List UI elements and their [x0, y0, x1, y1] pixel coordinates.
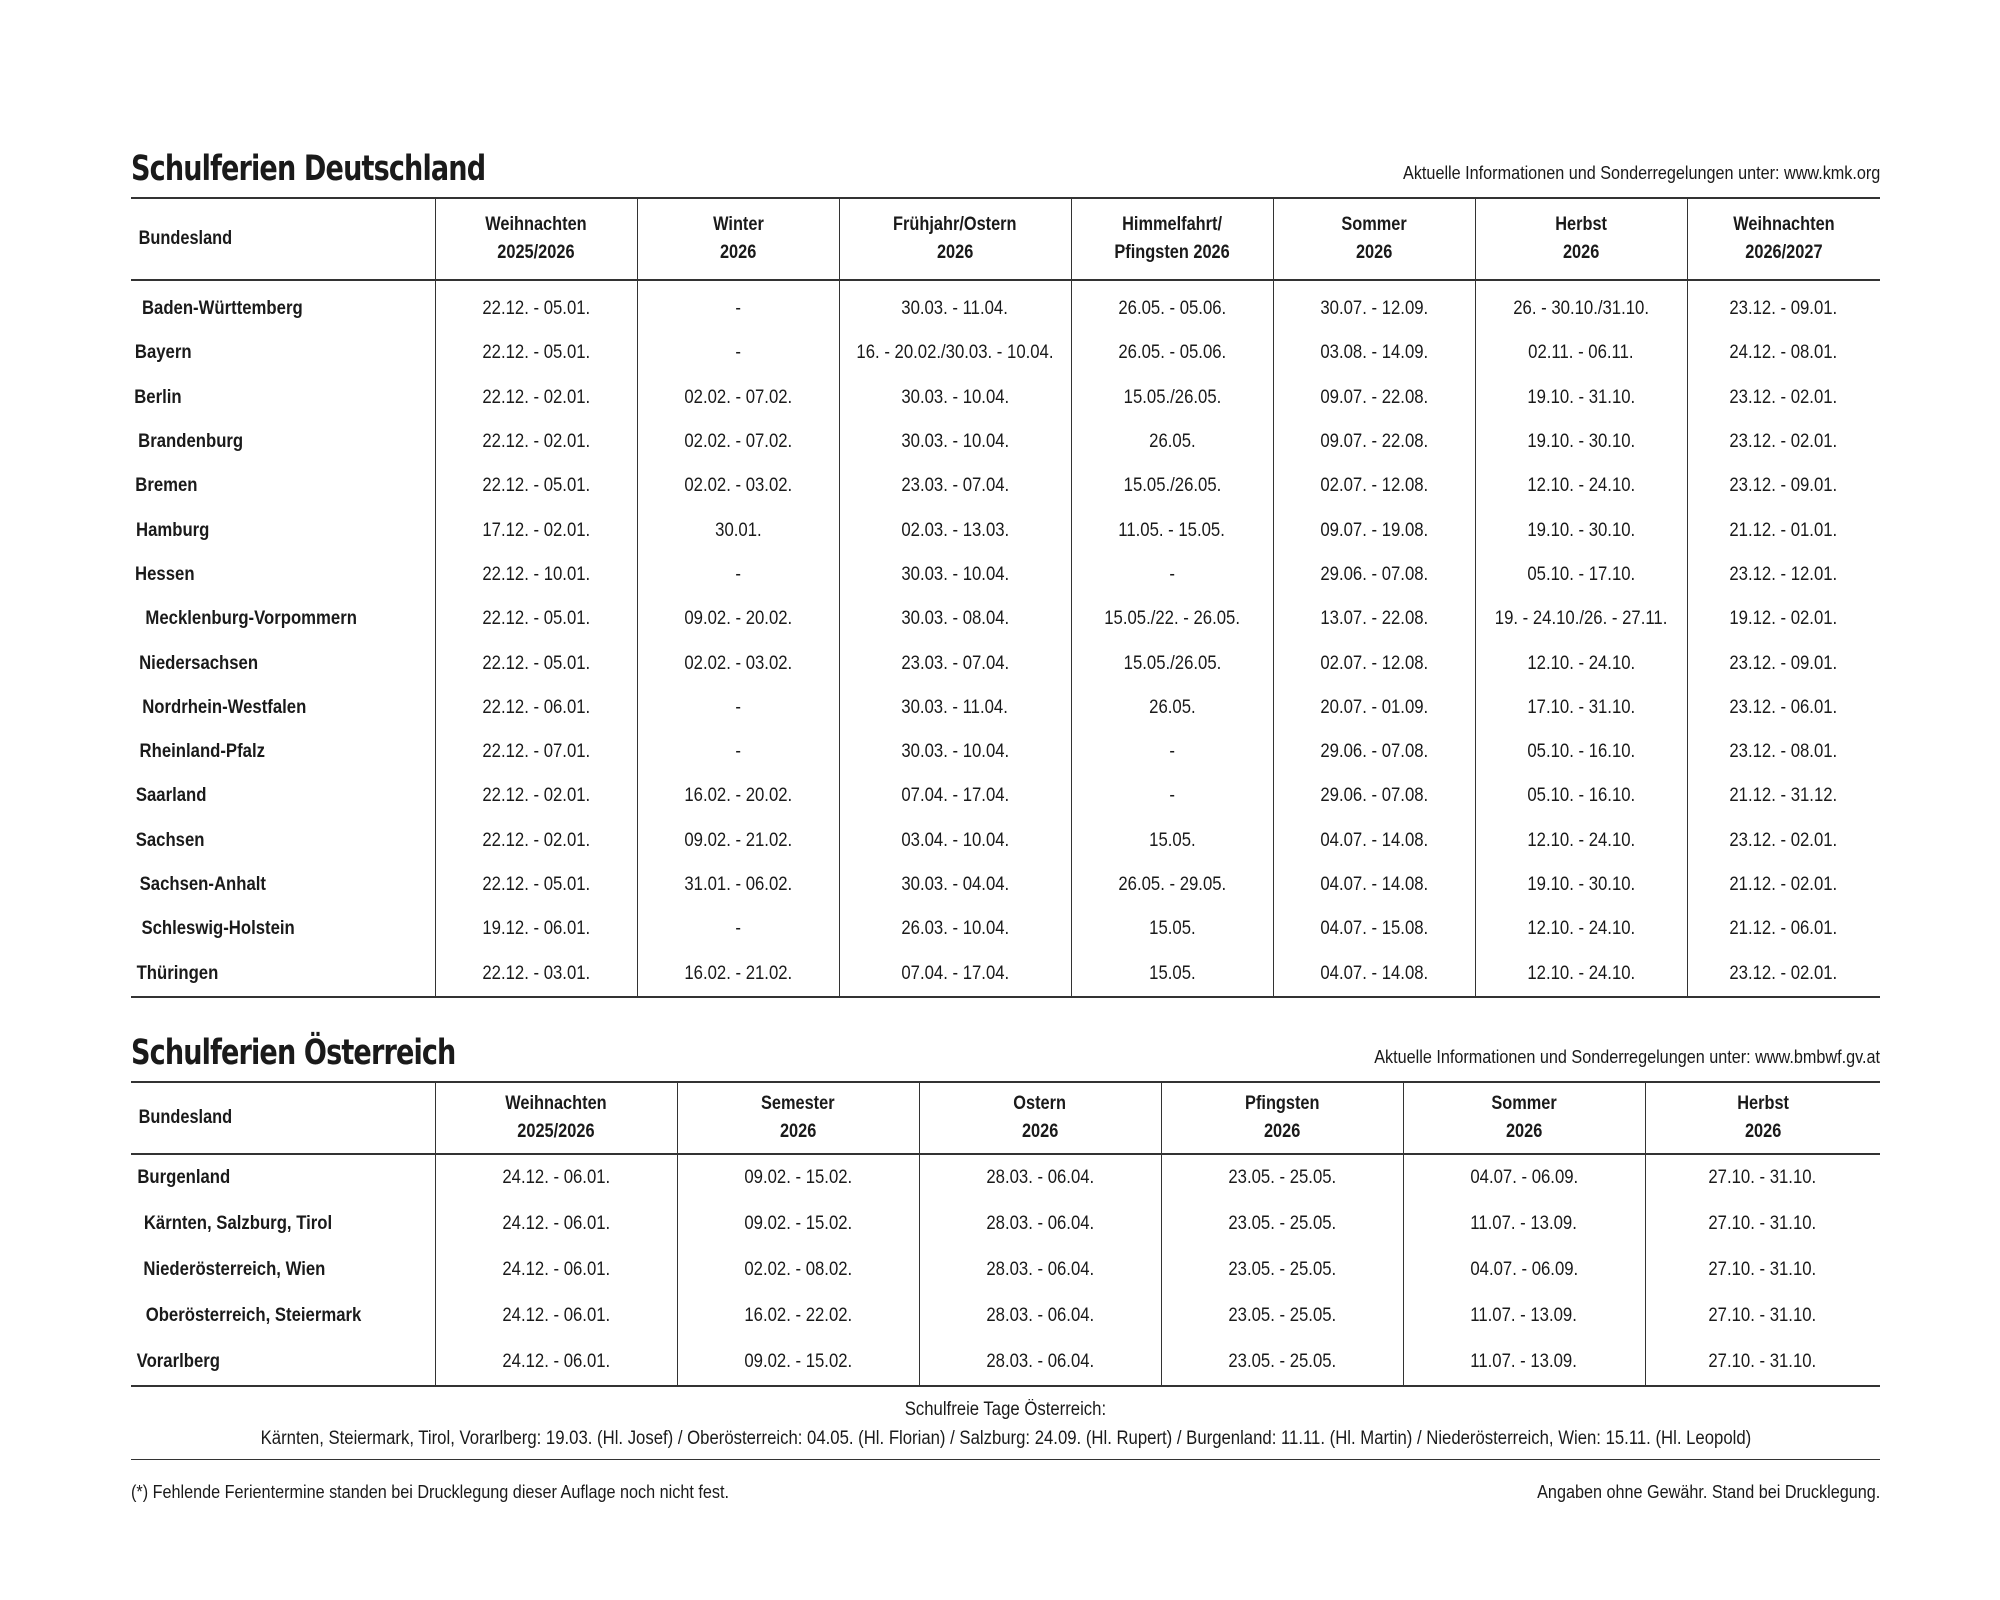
date-cell: 11.07. - 13.09.: [1403, 1201, 1645, 1247]
state-name-cell: Hessen: [135, 563, 195, 585]
table-row: [131, 1339, 1880, 1386]
germany-column-header: Weihnachten 2026/2027: [1687, 198, 1880, 280]
austria-column-header: Semester 2026: [677, 1082, 919, 1154]
date-cell: 15.05.: [1071, 907, 1273, 951]
date-cell: 03.08. - 14.09.: [1273, 331, 1475, 375]
page: [131, 149, 1880, 1503]
germany-column-header: Winter 2026: [637, 198, 839, 280]
table-row: [131, 730, 1880, 774]
state-name-cell: Brandenburg: [138, 431, 244, 453]
germany-column-header: Himmelfahrt/ Pfingsten 2026: [1071, 198, 1273, 280]
date-cell: 30.03. - 10.04.: [839, 376, 1071, 420]
date-cell: 02.02. - 03.02.: [637, 464, 839, 508]
date-cell: 16. - 20.02./30.03. - 10.04.: [839, 331, 1071, 375]
note-title: Schulfreie Tage Österreich:: [904, 1398, 1107, 1420]
date-cell: 07.04. - 17.04.: [839, 774, 1071, 818]
date-cell: 15.05./26.05.: [1071, 464, 1273, 508]
date-cell: 27.10. - 31.10.: [1645, 1201, 1880, 1247]
date-cell: -: [1071, 774, 1273, 818]
date-cell: 19.12. - 02.01.: [1687, 597, 1880, 641]
table-row: [131, 1293, 1880, 1339]
table-row: [131, 1247, 1880, 1293]
state-name-cell: Kärnten, Salzburg, Tirol: [143, 1212, 333, 1234]
austria-column-header: Herbst 2026: [1645, 1082, 1880, 1154]
state-name-cell: Vorarlberg: [136, 1350, 221, 1372]
date-cell: 09.02. - 15.02.: [677, 1154, 919, 1201]
austria-table-body: [131, 1154, 1880, 1386]
date-cell: 29.06. - 07.08.: [1273, 553, 1475, 597]
germany-column-header: Frühjahr/Ostern 2026: [839, 198, 1071, 280]
date-cell: 22.12. - 02.01.: [435, 376, 637, 420]
date-cell: 11.07. - 13.09.: [1403, 1293, 1645, 1339]
date-cell: 22.12. - 05.01.: [435, 863, 637, 907]
date-cell: 12.10. - 24.10.: [1475, 641, 1687, 685]
date-cell: 19.10. - 30.10.: [1475, 863, 1687, 907]
date-cell: 23.12. - 02.01.: [1687, 951, 1880, 996]
date-cell: 23.12. - 02.01.: [1687, 376, 1880, 420]
date-cell: 05.10. - 16.10.: [1475, 774, 1687, 818]
table-row: [131, 686, 1880, 730]
date-cell: 04.07. - 06.09.: [1403, 1154, 1645, 1201]
date-cell: 02.02. - 07.02.: [637, 376, 839, 420]
date-cell: 23.05. - 25.05.: [1161, 1154, 1403, 1201]
date-cell: 23.12. - 02.01.: [1687, 819, 1880, 863]
date-cell: 23.05. - 25.05.: [1161, 1247, 1403, 1293]
date-cell: 21.12. - 01.01.: [1687, 508, 1880, 552]
date-cell: 09.02. - 21.02.: [637, 819, 839, 863]
date-cell: -: [637, 907, 839, 951]
austria-header-row: [131, 1082, 1880, 1154]
date-cell: 23.12. - 09.01.: [1687, 280, 1880, 331]
state-name-cell: Baden-Württemberg: [141, 298, 303, 320]
germany-header-row: [131, 198, 1880, 280]
date-cell: -: [637, 686, 839, 730]
date-cell: 28.03. - 06.04.: [919, 1339, 1161, 1386]
date-cell: 22.12. - 03.01.: [435, 951, 637, 996]
date-cell: 27.10. - 31.10.: [1645, 1339, 1880, 1386]
date-cell: 24.12. - 06.01.: [435, 1293, 677, 1339]
date-cell: 21.12. - 02.01.: [1687, 863, 1880, 907]
date-cell: 12.10. - 24.10.: [1475, 907, 1687, 951]
date-cell: 27.10. - 31.10.: [1645, 1293, 1880, 1339]
austria-header: [131, 1032, 1880, 1073]
austria-column-header: Ostern 2026: [919, 1082, 1161, 1154]
date-cell: 28.03. - 06.04.: [919, 1201, 1161, 1247]
date-cell: 15.05./26.05.: [1071, 376, 1273, 420]
germany-table-body: [131, 280, 1880, 997]
austria-column-header: Weihnachten 2025/2026: [435, 1082, 677, 1154]
date-cell: 03.04. - 10.04.: [839, 819, 1071, 863]
date-cell: -: [1071, 553, 1273, 597]
date-cell: 30.03. - 04.04.: [839, 863, 1071, 907]
date-cell: 26.05.: [1071, 686, 1273, 730]
date-cell: 24.12. - 08.01.: [1687, 331, 1880, 375]
date-cell: 23.12. - 02.01.: [1687, 420, 1880, 464]
date-cell: 16.02. - 21.02.: [637, 951, 839, 996]
date-cell: 20.07. - 01.09.: [1273, 686, 1475, 730]
date-cell: 04.07. - 14.08.: [1273, 819, 1475, 863]
date-cell: 12.10. - 24.10.: [1475, 464, 1687, 508]
table-row: [131, 641, 1880, 685]
date-cell: 22.12. - 05.01.: [435, 464, 637, 508]
date-cell: 23.05. - 25.05.: [1161, 1339, 1403, 1386]
date-cell: 27.10. - 31.10.: [1645, 1154, 1880, 1201]
footer: [131, 1482, 1880, 1503]
germany-column-header: Herbst 2026: [1475, 198, 1687, 280]
date-cell: 17.10. - 31.10.: [1475, 686, 1687, 730]
table-row: [131, 376, 1880, 420]
date-cell: 26.05.: [1071, 420, 1273, 464]
date-cell: 19.12. - 06.01.: [435, 907, 637, 951]
date-cell: 17.12. - 02.01.: [435, 508, 637, 552]
date-cell: 12.10. - 24.10.: [1475, 819, 1687, 863]
state-name-cell: Bayern: [134, 342, 192, 364]
date-cell: 02.11. - 06.11.: [1475, 331, 1687, 375]
date-cell: 15.05.: [1071, 819, 1273, 863]
date-cell: 30.03. - 08.04.: [839, 597, 1071, 641]
date-cell: 12.10. - 24.10.: [1475, 951, 1687, 996]
date-cell: 23.05. - 25.05.: [1161, 1293, 1403, 1339]
date-cell: -: [637, 730, 839, 774]
date-cell: 04.07. - 14.08.: [1273, 863, 1475, 907]
state-name-cell: Hamburg: [136, 519, 210, 541]
table-row: [131, 774, 1880, 818]
date-cell: 09.07. - 22.08.: [1273, 420, 1475, 464]
note-text: Kärnten, Steiermark, Tirol, Vorarlberg: 19.03. (Hl. Josef) / Oberösterreich: 04.05. (Hl. Florian) / Salzburg: 24.09. (Hl. Rupert) / Burgenland: 11.11. (Hl. Martin) / Niederösterreich, Wien: 15.11. (Hl. Leopold): [260, 1427, 1751, 1449]
date-cell: 04.07. - 15.08.: [1273, 907, 1475, 951]
date-cell: 23.03. - 07.04.: [839, 641, 1071, 685]
date-cell: 26.05. - 05.06.: [1071, 331, 1273, 375]
state-name-cell: Burgenland: [137, 1166, 231, 1188]
date-cell: 22.12. - 05.01.: [435, 641, 637, 685]
date-cell: 22.12. - 02.01.: [435, 819, 637, 863]
state-name-cell: Oberösterreich, Steiermark: [145, 1304, 362, 1326]
date-cell: 09.07. - 22.08.: [1273, 376, 1475, 420]
austria-info: Aktuelle Informationen und Sonderregelungen unter: www.bmbwf.gv.at: [1374, 1046, 1880, 1067]
date-cell: 15.05./22. - 26.05.: [1071, 597, 1273, 641]
date-cell: 13.07. - 22.08.: [1273, 597, 1475, 641]
date-cell: 19. - 24.10./26. - 27.11.: [1475, 597, 1687, 641]
germany-title: Schulferien Deutschland: [131, 149, 486, 189]
footer-right: Angaben ohne Gewähr. Stand bei Drucklegung.: [1536, 1481, 1880, 1502]
date-cell: 02.02. - 08.02.: [677, 1247, 919, 1293]
date-cell: 30.03. - 10.04.: [839, 553, 1071, 597]
date-cell: 23.12. - 06.01.: [1687, 686, 1880, 730]
date-cell: 28.03. - 06.04.: [919, 1154, 1161, 1201]
table-row: [131, 597, 1880, 641]
date-cell: 26. - 30.10./31.10.: [1475, 280, 1687, 331]
footer-left: (*) Fehlende Ferientermine standen bei Drucklegung dieser Auflage noch nicht fest.: [131, 1481, 729, 1502]
state-name-cell: Rheinland-Pfalz: [139, 741, 265, 763]
germany-state-header: Bundesland: [131, 198, 435, 280]
state-name-cell: Saarland: [135, 785, 207, 807]
date-cell: 26.03. - 10.04.: [839, 907, 1071, 951]
date-cell: 05.10. - 16.10.: [1475, 730, 1687, 774]
austria-column-header: Sommer 2026: [1403, 1082, 1645, 1154]
date-cell: 24.12. - 06.01.: [435, 1154, 677, 1201]
table-row: [131, 331, 1880, 375]
table-row: [131, 819, 1880, 863]
austria-title: Schulferien Österreich: [131, 1032, 456, 1073]
date-cell: 28.03. - 06.04.: [919, 1293, 1161, 1339]
date-cell: 09.02. - 20.02.: [637, 597, 839, 641]
date-cell: 19.10. - 30.10.: [1475, 420, 1687, 464]
date-cell: 22.12. - 02.01.: [435, 774, 637, 818]
date-cell: 28.03. - 06.04.: [919, 1247, 1161, 1293]
state-name-cell: Thüringen: [136, 962, 219, 984]
date-cell: 22.12. - 05.01.: [435, 597, 637, 641]
date-cell: 30.03. - 11.04.: [839, 280, 1071, 331]
date-cell: 30.03. - 11.04.: [839, 686, 1071, 730]
date-cell: 02.03. - 13.03.: [839, 508, 1071, 552]
date-cell: 05.10. - 17.10.: [1475, 553, 1687, 597]
date-cell: 19.10. - 30.10.: [1475, 508, 1687, 552]
date-cell: 30.03. - 10.04.: [839, 730, 1071, 774]
date-cell: 30.01.: [637, 508, 839, 552]
austria-column-header: Pfingsten 2026: [1161, 1082, 1403, 1154]
date-cell: 26.05. - 29.05.: [1071, 863, 1273, 907]
germany-table: [131, 197, 1880, 998]
germany-header: [131, 149, 1880, 189]
date-cell: 22.12. - 07.01.: [435, 730, 637, 774]
state-name-cell: Bremen: [135, 475, 198, 497]
state-name-cell: Sachsen: [135, 829, 205, 851]
date-cell: 22.12. - 10.01.: [435, 553, 637, 597]
date-cell: 04.07. - 14.08.: [1273, 951, 1475, 996]
date-cell: 11.05. - 15.05.: [1071, 508, 1273, 552]
date-cell: 23.12. - 08.01.: [1687, 730, 1880, 774]
germany-column-header: Sommer 2026: [1273, 198, 1475, 280]
date-cell: 02.02. - 07.02.: [637, 420, 839, 464]
table-row: [131, 508, 1880, 552]
table-row: [131, 420, 1880, 464]
germany-info: Aktuelle Informationen und Sonderregelungen unter: www.kmk.org: [1402, 163, 1880, 183]
date-cell: 21.12. - 31.12.: [1687, 774, 1880, 818]
date-cell: 09.02. - 15.02.: [677, 1339, 919, 1386]
date-cell: 02.02. - 03.02.: [637, 641, 839, 685]
date-cell: 23.12. - 09.01.: [1687, 641, 1880, 685]
table-row: [131, 951, 1880, 996]
date-cell: 22.12. - 06.01.: [435, 686, 637, 730]
table-row: [131, 464, 1880, 508]
date-cell: 16.02. - 22.02.: [677, 1293, 919, 1339]
austria-table: [131, 1081, 1880, 1387]
date-cell: 29.06. - 07.08.: [1273, 774, 1475, 818]
date-cell: 02.07. - 12.08.: [1273, 641, 1475, 685]
date-cell: 09.02. - 15.02.: [677, 1201, 919, 1247]
date-cell: 23.12. - 12.01.: [1687, 553, 1880, 597]
date-cell: 24.12. - 06.01.: [435, 1339, 677, 1386]
table-row: [131, 553, 1880, 597]
date-cell: 19.10. - 31.10.: [1475, 376, 1687, 420]
date-cell: 09.07. - 19.08.: [1273, 508, 1475, 552]
table-row: [131, 907, 1880, 951]
date-cell: 24.12. - 06.01.: [435, 1247, 677, 1293]
date-cell: -: [1071, 730, 1273, 774]
date-cell: 22.12. - 05.01.: [435, 331, 637, 375]
date-cell: 15.05./26.05.: [1071, 641, 1273, 685]
date-cell: 23.03. - 07.04.: [839, 464, 1071, 508]
table-row: [131, 1201, 1880, 1247]
date-cell: 27.10. - 31.10.: [1645, 1247, 1880, 1293]
date-cell: 29.06. - 07.08.: [1273, 730, 1475, 774]
state-name-cell: Nordrhein-Westfalen: [142, 696, 307, 718]
table-row: [131, 280, 1880, 331]
date-cell: 31.01. - 06.02.: [637, 863, 839, 907]
state-name-cell: Schleswig-Holstein: [141, 918, 295, 940]
date-cell: 30.03. - 10.04.: [839, 420, 1071, 464]
date-cell: 24.12. - 06.01.: [435, 1201, 677, 1247]
date-cell: 22.12. - 02.01.: [435, 420, 637, 464]
date-cell: 07.04. - 17.04.: [839, 951, 1071, 996]
date-cell: 02.07. - 12.08.: [1273, 464, 1475, 508]
table-row: [131, 863, 1880, 907]
date-cell: 30.07. - 12.09.: [1273, 280, 1475, 331]
state-name-cell: Berlin: [134, 386, 182, 408]
date-cell: 04.07. - 06.09.: [1403, 1247, 1645, 1293]
date-cell: -: [637, 553, 839, 597]
state-name-cell: Mecklenburg-Vorpommern: [145, 608, 357, 630]
state-name-cell: Niedersachsen: [139, 652, 259, 674]
date-cell: -: [637, 280, 839, 331]
date-cell: 16.02. - 20.02.: [637, 774, 839, 818]
date-cell: 23.05. - 25.05.: [1161, 1201, 1403, 1247]
austria-state-header: Bundesland: [131, 1082, 435, 1154]
austria-school-free-days-note: [131, 1387, 1880, 1460]
date-cell: 15.05.: [1071, 951, 1273, 996]
table-row: [131, 1154, 1880, 1201]
date-cell: 21.12. - 06.01.: [1687, 907, 1880, 951]
state-name-cell: Niederösterreich, Wien: [143, 1258, 326, 1280]
date-cell: 11.07. - 13.09.: [1403, 1339, 1645, 1386]
germany-column-header: Weihnachten 2025/2026: [435, 198, 637, 280]
date-cell: 22.12. - 05.01.: [435, 280, 637, 331]
state-name-cell: Sachsen-Anhalt: [139, 874, 266, 895]
date-cell: 23.12. - 09.01.: [1687, 464, 1880, 508]
date-cell: 26.05. - 05.06.: [1071, 280, 1273, 331]
date-cell: -: [637, 331, 839, 375]
